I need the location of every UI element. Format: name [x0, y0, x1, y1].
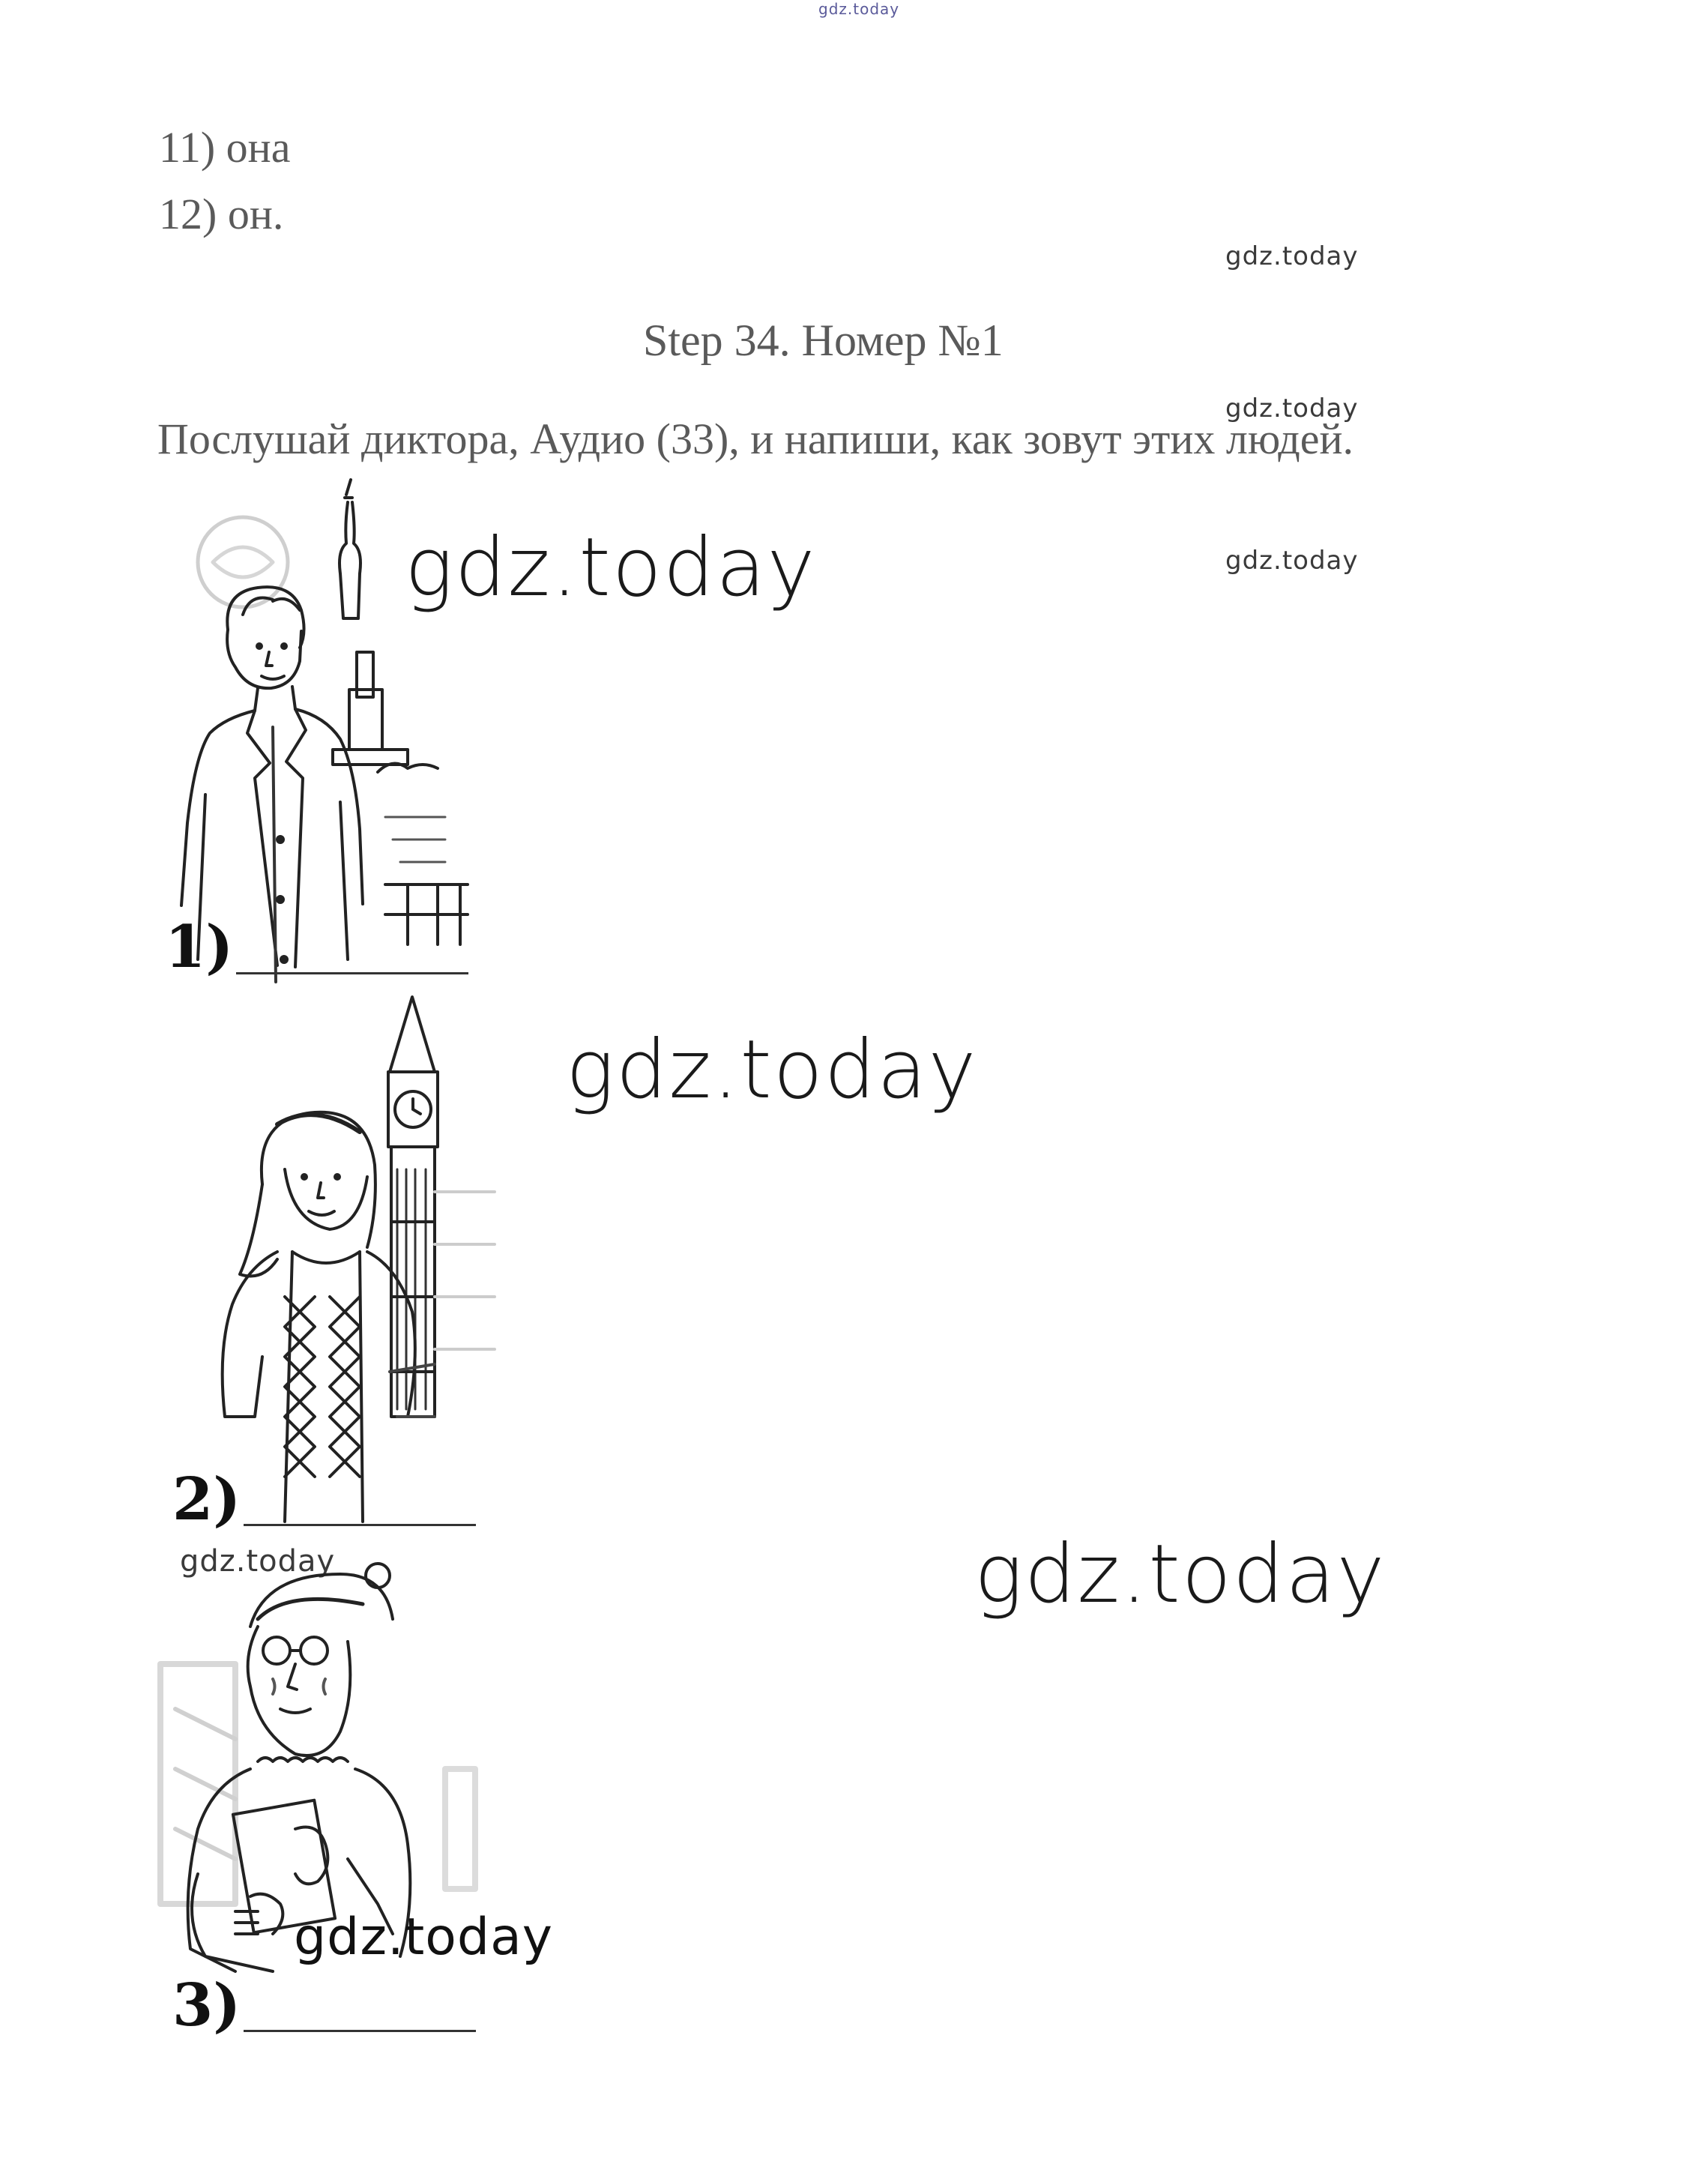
answer-line-2[interactable] [244, 1524, 476, 1526]
top-watermark: gdz.today [818, 0, 900, 18]
elderly-woman-illustration [160, 1559, 490, 2039]
watermark-small: gdz.today [1225, 241, 1359, 271]
item-label-2: 2) [172, 1465, 241, 1534]
page-title: Step 34. Номер №1 [643, 316, 1004, 365]
item-label-3: 3) [172, 1971, 241, 2040]
illustration-2 [217, 997, 502, 1537]
watermark-large: gdz.today [405, 521, 817, 615]
item-label-1: 1) [165, 913, 234, 981]
answer-11: 11) она [159, 123, 291, 172]
watermark-small: gdz.today [1225, 394, 1359, 424]
watermark-small: gdz.today [180, 1544, 336, 1579]
answer-line-1[interactable] [236, 972, 468, 974]
illustration-3 [160, 1559, 490, 2039]
answer-12: 12) он. [159, 190, 284, 238]
watermark-small: gdz.today [1225, 546, 1359, 576]
watermark-large: gdz.today [974, 1528, 1386, 1621]
answer-line-3[interactable] [244, 2030, 476, 2032]
watermark-medium: gdz.today [294, 1908, 553, 1967]
instruction-text: Послушай диктора, Аудио (33), и напиши, как зовут этих людей. [157, 415, 1354, 463]
watermark-large: gdz.today [566, 1023, 978, 1117]
girl-big-ben-illustration [217, 997, 502, 1537]
